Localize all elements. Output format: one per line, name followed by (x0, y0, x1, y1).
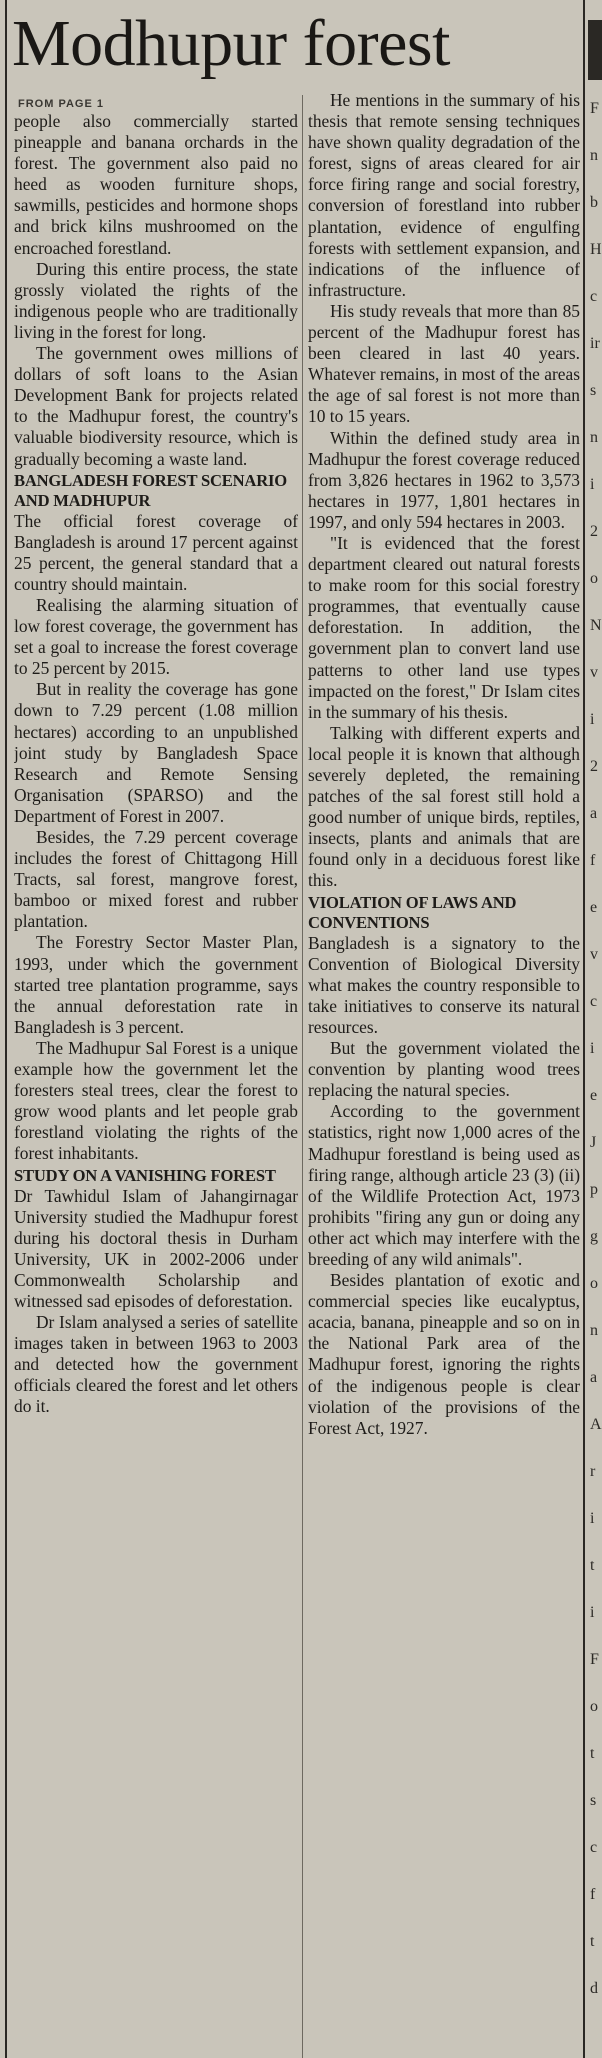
subheading: VIOLATION OF LAWS AND CONVENTIONS (308, 892, 517, 932)
cropped-letter: p (590, 1181, 598, 1198)
cropped-letter: c (590, 1839, 598, 1856)
cropped-letter: b (590, 194, 598, 211)
article-column-right (308, 90, 580, 2048)
cropped-letter: N (590, 617, 602, 634)
cropped-letter: r (590, 1463, 596, 1480)
paragraph: people also commercially started pineapple and banana orchards in the forest. The government also paid no heed as wooden furniture shops, sawmills, pesticides and hormone shops and brick kilns mushroomed on the encroached forestland. (14, 111, 298, 258)
cropped-letter: n (590, 429, 598, 446)
cropped-letter: i (590, 1604, 595, 1621)
column-rule-left (5, 0, 7, 2058)
cropped-letter: e (590, 1087, 598, 1104)
cropped-letter: t (590, 1933, 595, 1950)
cropped-letter: A (590, 1416, 602, 1433)
subheading: BANGLADESH FOREST SCENARIO AND MADHUPUR (14, 470, 287, 510)
cropped-letter: a (590, 805, 598, 822)
cropped-letter: i (590, 1040, 595, 1057)
paragraph: Talking with different experts and local people it is known that although severely depleted, the remaining patches of the sal forest still hold a good number of unique birds, reptiles, insects, plants and animals that are found only in a deciduous forest like this. (308, 722, 580, 891)
paragraph: He mentions in the summary of his thesis that remote sensing techniques have shown quality degradation of the forest, signs of areas cleared for air force firing range and social forestry, conversion of forestland into rubber plantation, evidence of engulfing forests with settlement expansion, and indications of the influence of infrastructure. (308, 90, 580, 300)
paragraph: But the government violated the convention by planting wood trees replacing the natural species. (308, 1038, 580, 1101)
column-rule-right (583, 0, 585, 2058)
cropped-letter: 2 (590, 523, 598, 540)
paragraph: According to the government statistics, right now 1,000 acres of the Madhupur forestland is being used as firing range, although article 23 (3) (ii) of the Wildlife Protection Act, 1973 prohibits "firing any gun or doing any other act which may interfere with the breeding of any wild animals". (308, 1101, 580, 1269)
paragraph: "It is evidenced that the forest department cleared out natural forests to make room for this social forestry programmes, that eventually cause deforestation. In addition, the government plan to convert land use patterns to other land use types impacted on the forest," Dr Islam cites in the summary of his thesis. (308, 532, 580, 722)
cropped-letter: ir (590, 335, 600, 352)
paragraph: The Madhupur Sal Forest is a unique example how the government let the foresters steal trees, clear the forest to grow wood plants and let people grab forestland violating the rights of the forest inhabitants. (14, 1037, 298, 1164)
cropped-letter: s (590, 1792, 597, 1809)
cropped-letter: o (590, 1275, 598, 1292)
paragraph: The official forest coverage of Bangladesh is around 17 percent against 25 percent, the general standard that a country should maintain. (14, 510, 298, 594)
paragraph: Besides plantation of exotic and commercial species like eucalyptus, acacia, banana, pineapple and so on in the National Park area of the Madhupur forest, ignoring the rights of the indigenous people is clear violation of the provisions of the Forest Act, 1927. (308, 1270, 580, 1438)
cropped-letter: F (590, 1651, 599, 1668)
cropped-letter: n (590, 1322, 598, 1339)
cropped-letter: J (590, 1134, 597, 1151)
cropped-next-column (588, 90, 602, 2058)
article-column-left (14, 98, 298, 2056)
paragraph: During this entire process, the state grossly violated the rights of the indigenous people who are traditionally living in the forest for long. (14, 258, 298, 342)
cropped-letter: t (590, 1745, 595, 1762)
cropped-letter: f (590, 1886, 596, 1903)
cropped-letter: i (590, 711, 595, 728)
cropped-letter: c (590, 993, 598, 1010)
paragraph: The government owes millions of dollars of soft loans to the Asian Development Bank for projects related to the Madhupur forest, the country's valuable biodiversity resource, which is gradually becoming a waste land. (14, 343, 298, 469)
cropped-letter: i (590, 1510, 595, 1527)
jump-line: FROM PAGE 1 (18, 98, 104, 110)
cropped-letter: 2 (590, 758, 598, 775)
paragraph: The Forestry Sector Master Plan, 1993, under which the government started tree plantation programme, says the annual deforestation rate in Bangladesh is 3 percent. (14, 932, 298, 1037)
cropped-letter: c (590, 288, 598, 305)
cropped-letter: a (590, 1369, 598, 1386)
paragraph: But in reality the coverage has gone down to 7.29 percent (1.08 million hectares) according to an unpublished joint study by Bangladesh Space Research and Remote Sensing Organisation (SPARSO) and the Department of Forest in 2007. (14, 679, 298, 826)
cropped-letter: i (590, 476, 595, 493)
cropped-letter: t (590, 1557, 595, 1574)
cropped-letter: v (590, 664, 598, 681)
headline: Modhupur forest (12, 7, 450, 80)
cropped-letter: o (590, 570, 598, 587)
subheading: STUDY ON A VANISHING FOREST (14, 1165, 276, 1185)
cropped-headline-edge (588, 20, 602, 80)
cropped-letter: d (590, 1980, 598, 1997)
cropped-letter: n (590, 147, 598, 164)
cropped-letter: v (590, 946, 598, 963)
paragraph: Within the defined study area in Madhupur the forest coverage reduced from 3,826 hectares in 1962 to 3,573 hectares in 1977, 1,801 hectares in 1997, and only 594 hectares in 2003. (308, 427, 580, 532)
cropped-letter: g (590, 1228, 598, 1245)
cropped-letter: F (590, 100, 599, 117)
paragraph: Dr Islam analysed a series of satellite images taken in between 1963 to 2003 and detected how the government officials cleared the forest and let others do it. (14, 1312, 298, 1417)
column-rule-middle (302, 95, 303, 2058)
paragraph: Bangladesh is a signatory to the Convention of Biological Diversity what makes the country responsible to take initiatives to conserve its natural resources. (308, 932, 580, 1037)
paragraph: Realising the alarming situation of low forest coverage, the government has set a goal to increase the forest coverage to 25 percent by 2015. (14, 594, 298, 679)
cropped-letter: o (590, 1698, 598, 1715)
cropped-letter: H (590, 241, 602, 258)
paragraph: Besides, the 7.29 percent coverage includes the forest of Chittagong Hill Tracts, sal forest, mangrove forest, bamboo or mixed forest and rubber plantation. (14, 827, 298, 932)
cropped-letter: s (590, 382, 597, 399)
paragraph: Dr Tawhidul Islam of Jahangirnagar University studied the Madhupur forest during his doctoral thesis in Durham University, UK in 2002-2006 under Commonwealth Scholarship and witnessed sad episodes of deforestation. (14, 1185, 298, 1311)
cropped-letter: e (590, 899, 598, 916)
paragraph: His study reveals that more than 85 percent of the Madhupur forest has been cleared in last 40 years. Whatever remains, in most of the areas the age of sal forest is not more than 10 to 15 years. (308, 300, 580, 427)
cropped-letter: f (590, 852, 596, 869)
